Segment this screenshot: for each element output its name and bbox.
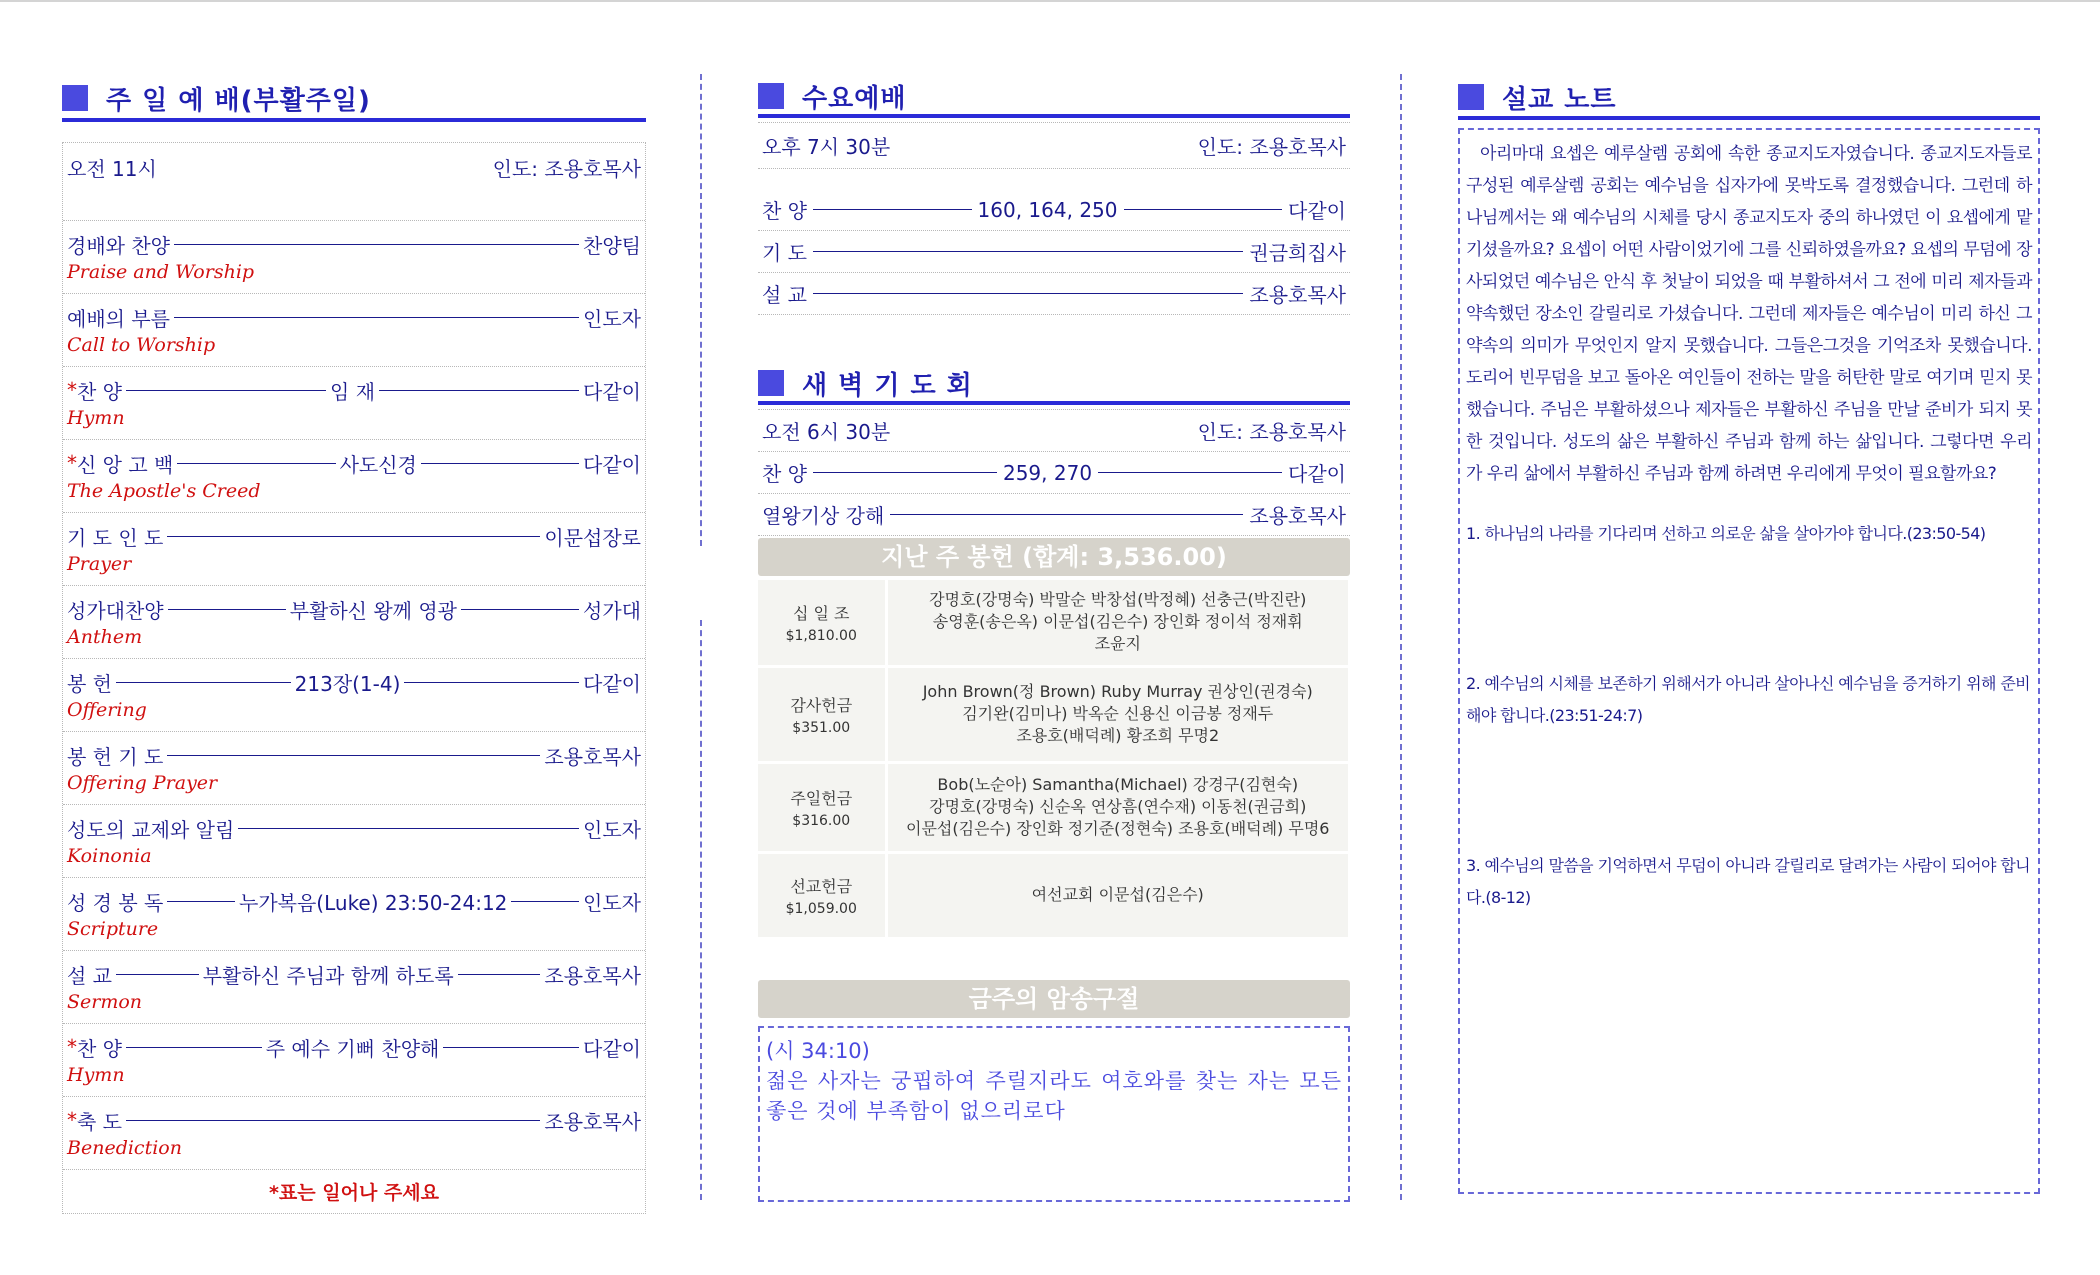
worship-item-line (67, 302, 641, 332)
worship-item-detail: 사도신경 (339, 452, 417, 477)
wednesday-time-row (758, 123, 1350, 169)
offering-label-cell (758, 762, 886, 852)
worship-item-name: 성 경 봉 독 (67, 890, 164, 915)
program-item-name: 기 도 (762, 241, 807, 265)
worship-item-name: 예배의 부름 (67, 306, 170, 331)
standing-marker: * (67, 378, 77, 402)
offering-type: 주일헌금 (790, 788, 853, 808)
worship-item-english: Anthem (67, 626, 143, 648)
program-item-name: 찬 양 (762, 462, 807, 486)
dawn-items-list (758, 452, 1350, 536)
sermon-point-1: 1. 하나님의 나라를 기다리며 선하고 의로운 삶을 살아가야 합니다.(23:50-54) (1466, 524, 1986, 543)
offering-amount: $351.00 (792, 719, 851, 736)
worship-item-name: 기 도 인 도 (67, 525, 164, 550)
worship-item-leader: 다같이 (583, 452, 642, 477)
worship-item-leader: 찬양팀 (583, 233, 641, 258)
standing-note: *표는 일어나 주세요 (269, 1182, 439, 1204)
leader-line (174, 244, 579, 245)
dawn-time: 오전 6시 30분 (762, 420, 891, 444)
leader-line (458, 974, 541, 975)
weekday-column (758, 78, 1350, 1202)
worship-item-leader: 다같이 (583, 379, 641, 404)
worship-item-line (67, 667, 641, 697)
offering-names-line: 송영훈(송은옥) 이문섭(김은수) 장인화 정이석 정재휘 (932, 612, 1303, 632)
worship-item-line (67, 959, 641, 989)
worship-item-leader: 인도자 (583, 306, 641, 331)
leader-line (461, 609, 579, 610)
program-item-leader: 조용호목사 (1249, 283, 1346, 307)
leader-line (167, 901, 235, 902)
worship-item-english: Praise and Worship (67, 261, 255, 283)
offering-amount: $316.00 (792, 812, 851, 829)
worship-item-detail: 부활하신 주님과 함께 하도록 (202, 963, 454, 988)
offering-names-line: 이문섭(김은수) 장인화 정기준(정현숙) 조용호(배덕례) 무명6 (906, 819, 1330, 838)
sunday-worship-column (62, 78, 646, 1214)
leader-line (379, 390, 579, 391)
offering-type: 십 일 조 (792, 603, 850, 623)
leader-line (126, 1047, 262, 1048)
worship-item-line (67, 594, 641, 624)
leader-line (167, 755, 540, 756)
worship-item-name: 봉 헌 (67, 671, 112, 696)
offering-type: 선교헌금 (790, 876, 853, 896)
worship-item (63, 1097, 645, 1170)
worship-item-english: Benediction (67, 1137, 182, 1159)
program-item-name: 설 교 (762, 283, 807, 307)
memory-verse-title-bar: 금주의 암송구절 (758, 980, 1350, 1018)
leader-line (813, 209, 972, 210)
worship-item-line (67, 521, 641, 551)
offering-label-cell (758, 666, 886, 762)
offering-names-line: John Brown(정 Brown) Ruby Murray 권상인(권경숙) (922, 682, 1313, 701)
dawn-prayer-box (758, 409, 1350, 536)
offering-title-bar: 지난 주 봉헌 (합계: 3,536.00) (758, 538, 1350, 576)
worship-item-detail: 누가복음(Luke) 23:50-24:12 (239, 890, 508, 915)
square-bullet-icon (758, 370, 784, 396)
worship-item (63, 951, 645, 1024)
worship-item (63, 440, 645, 513)
program-item-detail: 160, 164, 250 (977, 197, 1118, 222)
worship-item (63, 659, 645, 732)
worship-item-english: Koinonia (67, 845, 152, 867)
column-divider-1b (700, 620, 702, 1200)
leader-line (126, 390, 326, 391)
worship-item (63, 586, 645, 659)
offering-names-cell (886, 762, 1348, 852)
program-item-detail: 259, 270 (1002, 460, 1093, 485)
worship-item-name: 봉 헌 기 도 (67, 744, 164, 769)
top-rule (0, 0, 2100, 2)
wednesday-leader: 인도: 조용호목사 (1197, 135, 1346, 159)
leader-line (167, 536, 540, 537)
offering-amount: $1,059.00 (785, 900, 857, 917)
standing-marker: * (67, 1035, 77, 1059)
sermon-notes-box (1458, 128, 2040, 1194)
program-row (758, 231, 1350, 273)
sunday-leader: 인도: 조용호목사 (492, 157, 641, 181)
worship-item-leader: 인도자 (583, 890, 642, 915)
leader-line (177, 463, 335, 464)
memory-verse-text: 젊은 사자는 궁핍하여 주릴지라도 여호와를 찾는 자는 모든 좋은 것에 부족함이 없으리로다 (766, 1068, 1342, 1123)
leader-line (443, 1047, 579, 1048)
sermon-intro-paragraph: 아리마대 요셉은 예루살렘 공회에 속한 종교지도자였습니다. 종교지도자들로 구성된 예루살렘 공회는 예수님을 십자가에 못박도록 결정했습니다. 그런데 하나님께서는 왜 예수님의 시체를 당시 종교지도자 중의 하나였던 이 요셉에게 맡기셨을까요? 요셉이 어떤 사람이었기에 그를 신뢰하였을까요? 요셉의 무덤에 장사되었던 예수님은 안식 후 첫날이 되었을 때 부활하셔서 그 전에 미리 제자들과 약속했던 장소인 갈릴리로 가셨습니다. 그런데 제자들은 예수님이 미리 하신 그 약속의 의미가 무엇인지 알지 못했습니다. 그들은그것을 기억조차 못했습니다. 도리어 빈무덤을 보고 돌아온 여인들이 전하는 말을 허탄한 말로 여기며 믿지 못했습니다. 주님은 부활하셨으나 제자들은 부활하신 주님을 만날 준비가 되지 못한 것입니다. 성도의 삶은 부활하신 주님과 함께 하는 삶입니다. 그렇다면 우리가 우리 삶에서 부활하신 주님과 함께 하려면 우리에게 무엇이 필요할까요? (1466, 144, 2032, 484)
worship-item-line (67, 448, 641, 478)
worship-item (63, 367, 645, 440)
worship-item-line (67, 813, 641, 843)
leader-line (1124, 209, 1283, 210)
worship-item-name: 성도의 교제와 알림 (67, 817, 235, 842)
sunday-worship-title: 주 일 예 배(부활주일) (106, 85, 371, 116)
sermon-notes-column (1458, 78, 2040, 1194)
memory-verse-reference: (시 34:10) (766, 1038, 870, 1063)
worship-item-line (67, 886, 641, 916)
worship-item (63, 805, 645, 878)
worship-item-english: Call to Worship (67, 334, 216, 356)
worship-item-leader: 다같이 (583, 671, 642, 696)
dawn-leader: 인도: 조용호목사 (1197, 420, 1346, 444)
program-row (758, 273, 1350, 315)
worship-item-name: 찬 양 (77, 1036, 122, 1061)
leader-line (168, 609, 286, 610)
worship-item-detail: 임 재 (330, 379, 376, 404)
leader-line (126, 1120, 540, 1121)
offering-amount: $1,810.00 (785, 627, 857, 644)
wednesday-box (758, 122, 1350, 315)
sunday-time: 오전 11시 (67, 157, 157, 181)
program-row (758, 494, 1350, 536)
worship-item (63, 878, 645, 951)
worship-item (63, 294, 645, 367)
standing-marker: * (67, 451, 77, 475)
leader-line (238, 828, 579, 829)
offering-names-cell (886, 580, 1348, 666)
dawn-prayer-header (758, 365, 1350, 405)
leader-line (1098, 472, 1282, 473)
worship-item-line (67, 1032, 641, 1062)
worship-item-leader: 인도자 (583, 817, 641, 842)
worship-item-english: Offering (67, 699, 147, 721)
memory-verse-box (758, 1026, 1350, 1202)
offering-table (758, 580, 1348, 940)
program-item-leader: 권금희집사 (1249, 241, 1346, 265)
program-row (758, 189, 1350, 231)
square-bullet-icon (62, 85, 88, 111)
worship-item (63, 1024, 645, 1097)
worship-item-leader: 조용호목사 (544, 744, 641, 769)
offering-label-cell (758, 580, 886, 666)
program-row (758, 452, 1350, 494)
offering-names-line: 김기완(김미나) 박옥순 신용신 이금봉 정재두 (962, 704, 1274, 723)
wednesday-time: 오후 7시 30분 (762, 135, 891, 159)
worship-item-english: Offering Prayer (67, 772, 218, 794)
worship-item-english: Sermon (67, 991, 143, 1013)
worship-item (63, 221, 645, 294)
leader-line (813, 472, 997, 473)
sunday-items-list (63, 221, 645, 1170)
worship-item-name: 신 앙 고 백 (77, 452, 174, 477)
leader-line (421, 463, 579, 464)
worship-item-leader: 이문섭장로 (544, 525, 641, 550)
worship-item-line (67, 1105, 641, 1135)
offering-names-line: 강명호(강명숙) 신순옥 연상흠(연수재) 이동천(권금희) (929, 797, 1307, 816)
sunday-time-row (63, 143, 645, 221)
column-divider-2 (1400, 74, 1402, 1200)
sunday-order-box (62, 142, 646, 1214)
worship-item-line (67, 740, 641, 770)
leader-line (813, 293, 1243, 294)
leader-line (890, 514, 1243, 515)
offering-row (758, 852, 1348, 938)
worship-item-english: The Apostle's Creed (67, 480, 261, 502)
offering-names-line: 여선교회 이문섭(김은수) (1031, 885, 1204, 904)
program-item-leader: 조용호목사 (1249, 504, 1346, 528)
worship-item-name: 경배와 찬양 (67, 233, 170, 258)
worship-item-leader: 성가대 (583, 598, 642, 623)
offering-row (758, 580, 1348, 666)
offering-names-line: Bob(노순아) Samantha(Michael) 강경구(김현숙) (937, 775, 1299, 794)
worship-item-english: Scripture (67, 918, 159, 940)
leader-line (511, 901, 579, 902)
leader-line (813, 251, 1243, 252)
offering-label-cell (758, 852, 886, 938)
sermon-point-3: 3. 예수님의 말씀을 기억하면서 무덤이 아니라 갈릴리로 달려가는 사람이 되어야 합니다.(8-12) (1466, 856, 2031, 907)
program-item-leader: 다같이 (1288, 462, 1346, 486)
offering-row (758, 762, 1348, 852)
offering-names-line: 강명호(강명숙) 박말순 박창섭(박정혜) 선충근(박진란) (929, 590, 1307, 610)
worship-item (63, 732, 645, 805)
offering-names-line: 조용호(배덕례) 황조희 무명2 (1016, 726, 1220, 745)
worship-item-name: 찬 양 (77, 379, 122, 404)
worship-item-english: Hymn (67, 407, 125, 429)
offering-type: 감사헌금 (790, 695, 853, 715)
worship-item-leader: 다같이 (583, 1036, 642, 1061)
worship-item-name: 설 교 (67, 963, 112, 988)
leader-line (116, 682, 291, 683)
worship-item-english: Prayer (67, 553, 132, 575)
worship-item-detail: 부활하신 왕께 영광 (289, 598, 457, 623)
worship-item-line (67, 375, 641, 405)
worship-item-leader: 조용호목사 (544, 963, 641, 988)
square-bullet-icon (758, 83, 784, 109)
worship-item-detail: 213장(1-4) (294, 671, 401, 696)
wednesday-items-list (758, 189, 1350, 315)
standing-marker: * (67, 1108, 77, 1132)
sermon-notes-title: 설교 노트 (1502, 84, 1617, 115)
worship-item-line (67, 229, 641, 259)
square-bullet-icon (1458, 84, 1484, 110)
worship-item-name: 성가대찬양 (67, 598, 164, 623)
offering-names-cell (886, 852, 1348, 938)
worship-item-leader: 조용호목사 (544, 1109, 641, 1134)
offering-row (758, 666, 1348, 762)
worship-item-detail: 주 예수 기뻐 찬양해 (265, 1036, 440, 1061)
dawn-prayer-title: 새 벽 기 도 회 (802, 370, 973, 401)
column-divider-1a (700, 74, 702, 546)
worship-item-name: 축 도 (77, 1109, 122, 1134)
sunday-worship-header (62, 78, 646, 122)
worship-item-english: Hymn (67, 1064, 125, 1086)
dawn-time-row (758, 410, 1350, 452)
wednesday-header (758, 78, 1350, 118)
leader-line (116, 974, 199, 975)
program-item-name: 찬 양 (762, 199, 807, 223)
program-item-leader: 다같이 (1288, 199, 1347, 223)
program-item-name: 열왕기상 강해 (762, 504, 885, 528)
spacer (758, 169, 1350, 189)
leader-line (174, 317, 579, 318)
worship-item (63, 513, 645, 586)
leader-line (404, 682, 579, 683)
sermon-notes-header (1458, 78, 2040, 120)
offering-names-cell (886, 666, 1348, 762)
wednesday-title: 수요예배 (802, 83, 907, 114)
offering-names-line: 조윤지 (1094, 634, 1141, 654)
sermon-point-2: 2. 예수님의 시체를 보존하기 위해서가 아니라 살아나신 예수님을 증거하기 위해 준비해야 합니다.(23:51-24:7) (1466, 674, 2031, 725)
